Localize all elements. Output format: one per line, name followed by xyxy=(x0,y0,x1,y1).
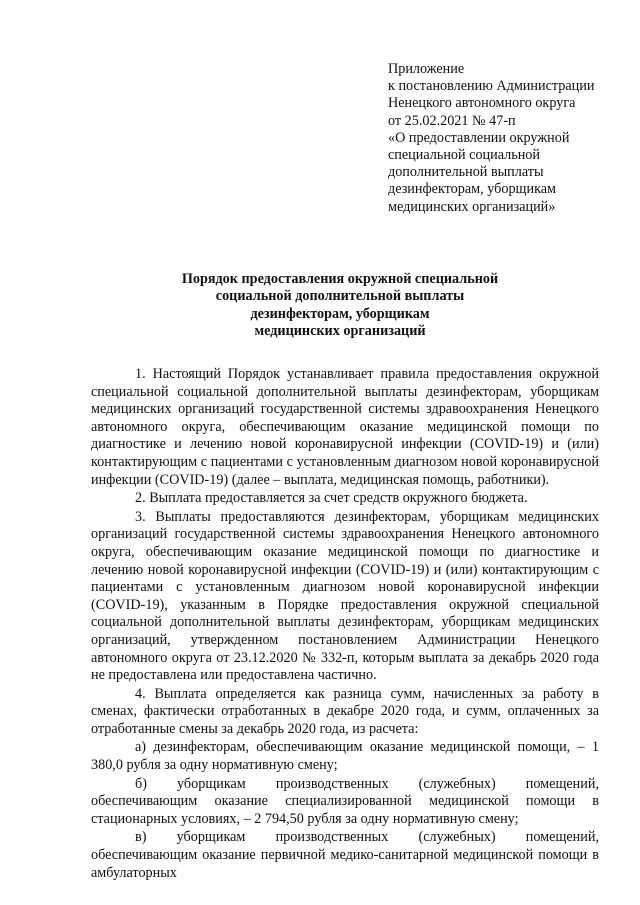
paragraph-4a: а) дезинфекторам, обеспечивающим оказание медицинской помощи, – 1 380,0 рубля за одну нормативную смену; xyxy=(91,739,599,774)
appendix-line: дополнительной выплаты xyxy=(388,164,544,181)
title-line: медицинских организаций xyxy=(254,323,426,340)
paragraph-1: 1. Настоящий Порядок устанавливает правила предоставления окружной специальной социальной дополнительной выплаты дезинфекторам, уборщикам медицинских организаций государственной системы здравоохранения Ненецкого автономного округа, обеспечивающим оказание медицинской помощи по диагностике и лечению новой коронавирусной инфекции (COVID-19) и (или) контактирующим с пациентами с установленным диагнозом новой коронавирусной инфекции (COVID-19) (далее – выплата, медицинская помощь, работники). xyxy=(91,366,599,488)
appendix-block xyxy=(388,61,618,216)
paragraph-4v: в) уборщикам производственных (служебных) помещений, обеспечивающим оказание первичной медико-санитарной медицинской помощи в амбулаторных xyxy=(91,829,599,881)
paragraph-3: 3. Выплаты предоставляются дезинфекторам, уборщикам медицинских организаций государственной системы здравоохранения Ненецкого автономного округа, обеспечивающим оказание медицинской помощи по диагностике и лечению новой коронавирусной инфекции (COVID-19) и (или) контактирующим с пациентами с установленным диагнозом новой коронавирусной инфекции (COVID-19), указанным в Порядке предоставления окружной специальной социальной дополнительной выплаты дезинфекторам, уборщикам медицинских организаций, утвержденном постановлением Администрации Ненецкого автономного округа от 23.12.2020 № 332-п, которым выплата за декабрь 2020 года не предоставлена или предоставлена частично. xyxy=(91,508,599,684)
appendix-line: к постановлению Администрации xyxy=(388,78,595,95)
title-line: дезинфекторам, уборщикам xyxy=(250,305,430,322)
paragraph-4b: б) уборщикам производственных (служебных) помещений, обеспечивающим оказание специализированной медицинской помощи в стационарных условиях, – 2 794,50 рубля за одну нормативную смену; xyxy=(91,775,599,827)
paragraph-4: 4. Выплата определяется как разница сумм, начисленных за работу в сменах, фактически отработанных в декабре 2020 года, и сумм, оплаченных за отработанные смены за декабрь 2020 года, из расчета: xyxy=(91,685,599,737)
document-body xyxy=(91,366,599,882)
appendix-line: медицинских организаций» xyxy=(388,198,556,215)
document-title xyxy=(90,271,590,341)
appendix-line: «О предоставлении окружной xyxy=(388,129,570,146)
appendix-line: Ненецкого автономного округа xyxy=(388,95,576,112)
title-line: социальной дополнительной выплаты xyxy=(215,288,465,305)
appendix-line: специальной социальной xyxy=(388,147,540,164)
paragraph-2: 2. Выплата предоставляется за счет средств окружного бюджета. xyxy=(135,490,528,507)
appendix-line: дезинфекторам, уборщикам xyxy=(388,181,557,198)
title-line: Порядок предоставления окружной специальной xyxy=(181,271,499,287)
appendix-line: от 25.02.2021 № 47-п xyxy=(388,112,516,129)
appendix-line: Приложение xyxy=(388,61,465,77)
